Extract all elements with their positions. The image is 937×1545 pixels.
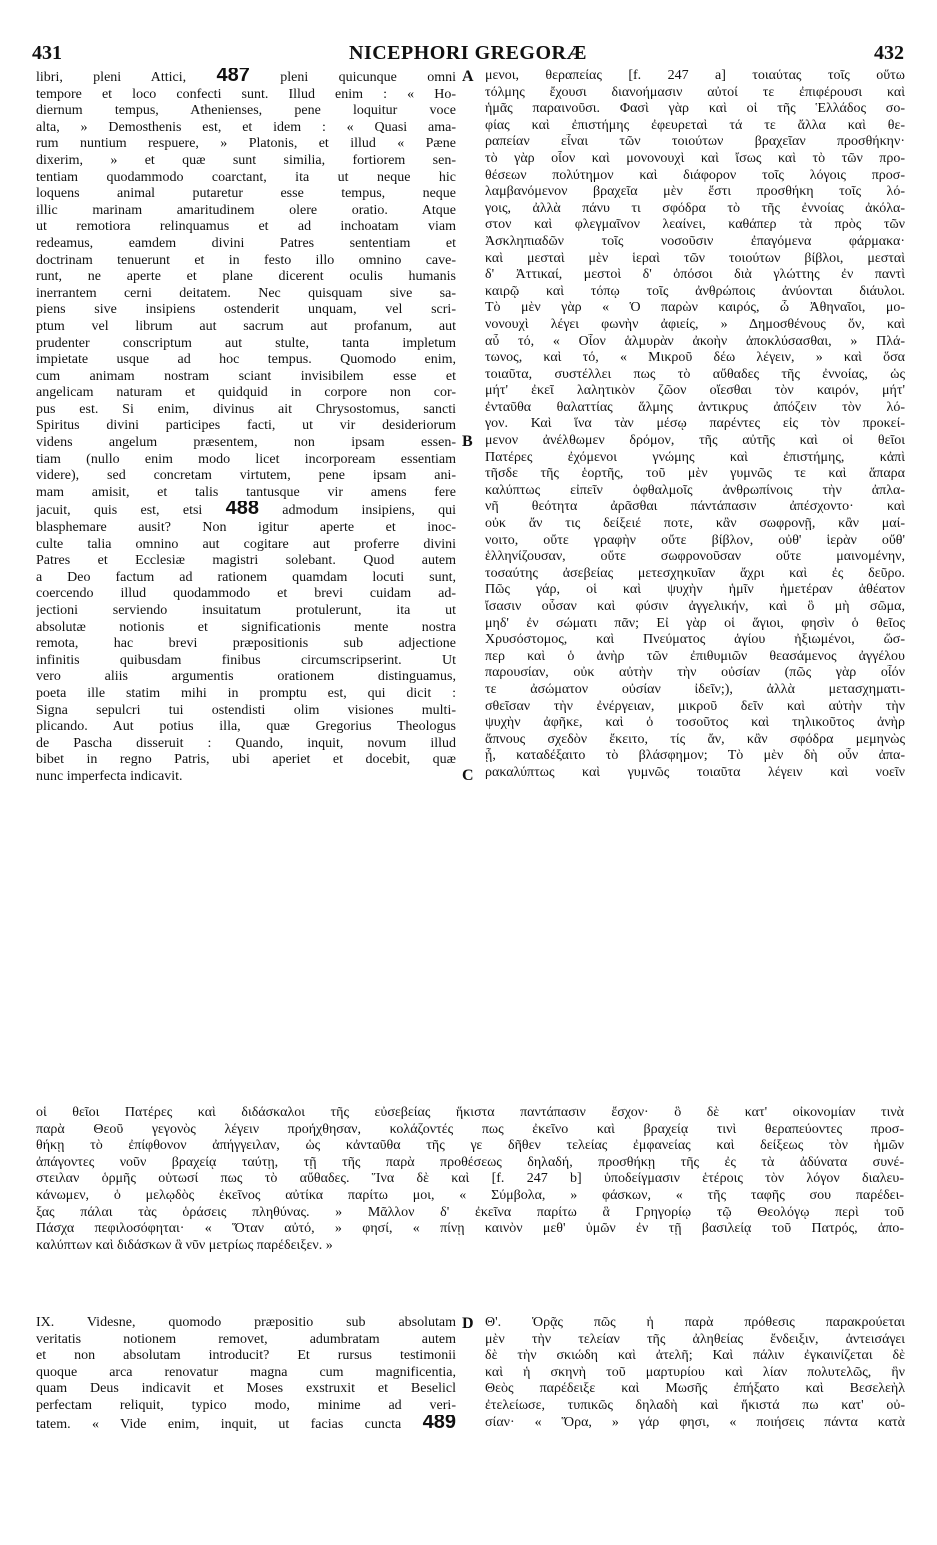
text-line: angelicam naturam et quidquid in corpore non cor- bbox=[36, 385, 456, 401]
text-line: quoque arca renovatur magna cum magnificentia, bbox=[36, 1364, 456, 1380]
text-line: καιρῷ καὶ τόπῳ τοῖς ἀνθρώποις ἀνύονται διάυλοι. bbox=[485, 283, 905, 299]
text-line: ptum vel librum aut sacrum aut profanum, aut bbox=[36, 318, 456, 334]
text-line: libri, pleni Attici, 487 pleni quicunque omni bbox=[36, 68, 456, 86]
text-line: nunc imperfecta indicavit. bbox=[36, 768, 183, 784]
text-line: μενον ἀνέλθωμεν δρόμον, τῆς αὐτῆς καὶ οἱ θεῖοι bbox=[485, 433, 905, 449]
text-line: τοιαῦτα, συστέλλει πως τὸ αὔθαδες τῆς ἐννοίας, ὡς bbox=[485, 366, 905, 382]
text-line: ρακαλύπτως καὶ γυμνῶς τοιαῦτα λέγειν καὶ νοεῖν bbox=[485, 764, 905, 780]
text-line: ἑλληνίζουσαν, οὔτε σωφρονοῦσαν οὔτε μαινομένην, bbox=[485, 549, 905, 565]
text-line: ἐτελείωσε, τυπικῶς δηλαδὴ καὶ ἥκιστά πω κατ' οὐ- bbox=[485, 1397, 905, 1413]
text-line: tentiam quodammodo coarctant, ita ut neque hic bbox=[36, 169, 456, 185]
text-line: φίας καὶ ἐπιστήμης ἐφευρεταὶ τά τε ἄλλα καὶ θε- bbox=[485, 117, 905, 133]
text-line: οἱ θεῖοι Πατέρες καὶ διδάσκαλοι τῆς εὐσεβείας ἥκιστα παντάπασιν ἔσχον· ὃ δὲ κατ' οἰκονομίαν τινὰ bbox=[36, 1105, 904, 1120]
text-line: cum animam nostram sciant invisibilem esse et bbox=[36, 368, 456, 384]
margin-letter-d: D bbox=[462, 1315, 474, 1332]
text-line: καλύπτως εἰπεῖν ὀφθαλμοῖς ἀνθρωπίνοις τὴν ἀπλα- bbox=[485, 482, 905, 498]
text-line: σθεῖσαν τὴν ἐνέργειαν, μικροῦ δεῖν καὶ αὐτὴν τὴν bbox=[485, 698, 905, 714]
text-line: mam amisit, et talis tantusque vir amens fere bbox=[36, 484, 456, 500]
text-line: doctrinam tenuerunt et in festo illo omnino cave- bbox=[36, 252, 456, 268]
text-line: Spiritus divini participes facti, ut vir desideriorum bbox=[36, 418, 456, 434]
text-line: νοιτο, οὔτε γραφὴν οὔτε βίβλον, οὐθ' ἱερὰν οὔθ' bbox=[485, 532, 905, 548]
text-line: remota, hac brevi præpositionis sub adjectione bbox=[36, 636, 456, 652]
text-line: Θεὸς παρέδειξε καὶ Μωσῆς ἐπήξατο καὶ Βεσελεὴλ bbox=[485, 1381, 905, 1397]
text-line: pus est. Si enim, divinus ait Chrysostomus, sancti bbox=[36, 401, 456, 417]
text-line: τόλμης ἔχουσι διανοήμασιν αὐτοί τε ἐπιφέρουσι καὶ bbox=[485, 84, 905, 100]
text-line: Πάσχα πεφιλοσόφηται· « Ὅταν αὐτό, » φησί, « πίνῃ καινὸν μεθ' ὑμῶν ἐν τῇ βασιλείᾳ τοῦ Πατρός, ἀπο- bbox=[36, 1221, 904, 1237]
text-line: culte talia omnino aut cogitare aut proferre divini bbox=[36, 536, 456, 552]
text-line: ψυχὴν ἀφῆκε, καὶ ὁ τοσοῦτος καὶ τηλικοῦτος ἀνὴρ bbox=[485, 715, 905, 731]
latin-column-top bbox=[36, 68, 456, 786]
page-header bbox=[32, 42, 904, 68]
text-line: Patres et Ecclesiæ magistri solebant. Quod autem bbox=[36, 553, 456, 569]
marginal-number: 488 bbox=[225, 501, 259, 520]
text-line: ραπείαν εἶναι τῶν τοιούτων βραχεῖαν προσθήκην· bbox=[485, 134, 905, 150]
greek-column-bottom bbox=[485, 1315, 905, 1431]
text-line: θέσεων πολύτημον καὶ διάφορον τοῖς λόγοις προσ- bbox=[485, 167, 905, 183]
text-line: καλύπτων καὶ διδάσκων ἃ νῦν μετρίως παρέδειξεν. » bbox=[36, 1237, 333, 1253]
text-line: ᾖ, καταδέξαιτο τὸ βλάσφημον; Τὸ μὲν δὴ οὖν ἀπα- bbox=[485, 748, 905, 764]
text-line: παρουσίαν, οὐκ αὐτὴν τὴν οὐσίαν (πῶς γὰρ οἷόν bbox=[485, 665, 905, 681]
text-line: tatem. « Vide enim, inquit, ut facias cuncta 489 bbox=[36, 1414, 456, 1433]
text-line: τε ἀσώματον οὐσίαν ἰδεῖν;), ἀλλὰ μετασχηματι- bbox=[485, 681, 905, 697]
text-line: μὲν τὴν τελείαν τῆς ἀληθείας ἔνδειξιν, ἀντεισάγει bbox=[485, 1331, 905, 1347]
text-line: perfectam reliquit, typico modo, minime ad veri- bbox=[36, 1397, 456, 1413]
page-number-right: 432 bbox=[874, 42, 904, 64]
text-line: κάνωμεν, ὁ μελῳδὸς ἐκεῖνος αὐτίκα παρίτω μοι, « Σύμβολα, » φάσκων, « τῆς ταφῆς σου παρέδει- bbox=[36, 1187, 904, 1203]
text-line: Πῶς γάρ, οἱ καὶ ψυχὴν ἡμῖν ἡμετέραν ἀθέατον bbox=[485, 582, 905, 598]
page-number-left: 431 bbox=[32, 42, 62, 64]
text-line: alta, » Demosthenis est, et idem : « Quasi ama- bbox=[36, 119, 456, 135]
text-line: ἴσασιν οὖσαν καὶ φύσιν ἀγγελικήν, καὶ ὃ μὴ σῶμα, bbox=[485, 599, 905, 614]
text-line: σίαν· « Ὅρα, » γάρ φησι, « ποιήσεις πάντα κατὰ bbox=[485, 1414, 905, 1430]
text-line: piens sive insipiens ostenderit unquam, vel scri- bbox=[36, 302, 456, 318]
text-line: λαμβανόμενον βραχεῖα μὲν ἔστι προσθήκη τοῖς λό- bbox=[485, 184, 905, 200]
text-line: diernum tempus, Athenienses, pene loquitur voce bbox=[36, 103, 456, 119]
text-line: ἀπάγοντες νοῦν βραχείᾳ ταύτῃ, τῇ τῆς παρὰ προθέσεως δηλαδή, προσθήκῃ τῆς ἐς τὰ ἀδύνατα συνέ- bbox=[36, 1154, 904, 1170]
text-line: ἄπνους σχεδὸν ἔκειτο, τίς ἄν, κἂν σφόδρα μεμηνὼς bbox=[485, 731, 905, 747]
text-line: ξας πάλαι τὰς ὁράσεις πληθύνας. » Μᾶλλον δ' ἐκεῖνα παρίτω ἃ Γρηγορίῳ τῷ Θεολόγῳ περὶ τοῦ bbox=[36, 1204, 904, 1220]
text-line: καὶ μεσταὶ μὲν ἱεραὶ τῶν τοιούτων βίβλοι, μεσταὶ bbox=[485, 250, 905, 266]
text-line: vero aliis argumentis orationem distinguamus, bbox=[36, 669, 456, 685]
text-line: jectioni serviendo insuitatum protulerunt, ita ut bbox=[36, 603, 456, 618]
text-line: inerrantem cerni deitatem. Nec quisquam sive sa- bbox=[36, 285, 456, 301]
greek-full-width-block bbox=[36, 1105, 904, 1254]
text-line: τωνος, καὶ τό, « Μικροῦ δέω λέγειν, » καὶ ὅσα bbox=[485, 350, 905, 366]
text-line: νονουχὶ λέγει φωνὴν ἀφιείς, » Δημοσθένους ὄν, καὶ bbox=[485, 316, 905, 332]
text-line: veritatis notionem removet, adumbratam autem bbox=[36, 1331, 456, 1347]
text-line: Πατέρες ἐχόμενοι γνώμης καὶ ἐπιστήμης, κἀπὶ bbox=[485, 449, 905, 465]
text-line: impietate usque ad hoc tempus. Quomodo enim, bbox=[36, 352, 456, 368]
text-line: Ἀσκληπιαδῶν τοῖς νοσοῦσιν ἐπαγόμενα φάρμακα· bbox=[485, 233, 905, 249]
text-line: τῆσδε τῆς ἑορτῆς, τοῦ μὲν γυμνῶς τε καὶ ἅπαρα bbox=[485, 466, 905, 482]
text-line: coercendo illud quodammodo et brevi cuidam ad- bbox=[36, 586, 456, 602]
text-line: δὲ τὴν σκιώδη καὶ ἀτελῆ; Καὶ πάλιν ἐγκαινίζεται δὲ bbox=[485, 1348, 905, 1364]
text-line: νῆ θεότητα ἀρᾶσθαι πάντάπασιν ἀπέσχοντο· καὶ bbox=[485, 499, 905, 515]
text-line: blasphemare ausit? Non igitur aperte et inoc- bbox=[36, 520, 456, 536]
text-line: redeamus, eamdem divini Patres sententiam et bbox=[36, 235, 456, 251]
text-line: a Deo factum ad rationem quamdam locuti sunt, bbox=[36, 569, 456, 585]
text-line: Χρυσόστομος, καὶ Πνεύματος ἁγίου ἠξιωμένοι, ὥσ- bbox=[485, 632, 905, 648]
latin-column-bottom bbox=[36, 1315, 456, 1433]
text-line: ἡμᾶς παραινοῦσι. Φασὶ γὰρ καὶ οἱ τῆς Ἑλλάδος σο- bbox=[485, 101, 905, 117]
text-line: prudenter conscriptum aut stulte, tanta impletum bbox=[36, 335, 456, 351]
text-line: τοσαύτης ἀσεβείας μετεσχηκυῖαν ἄχρι καὶ ἐς δεῦρο. bbox=[485, 565, 905, 581]
text-line: bibet in regno Patris, ubi aperiet et docebit, quæ bbox=[36, 752, 456, 768]
text-line: τὸ γὰρ οἷον καὶ μονονουχὶ καὶ ἴσως καὶ τὸ τῶν προ- bbox=[485, 150, 905, 166]
text-line: de Pascha disseruit : Quando, inquit, novum illud bbox=[36, 735, 456, 751]
margin-letter-c: C bbox=[462, 767, 474, 784]
text-line: jacuit, quis est, etsi 488 admodum insipiens, qui bbox=[36, 501, 456, 520]
text-line: IX. Videsne, quomodo præpositio sub absolutam bbox=[36, 1315, 456, 1330]
text-line: rum nuntium respuere, » Platonis, et illud « Pæne bbox=[36, 136, 456, 152]
text-line: γον. Καὶ ἵνα τὰν μέσῳ παρέντες εἰς τὸν προκεί- bbox=[485, 416, 905, 432]
text-line: loquens animal putaretur esse tempus, neque bbox=[36, 186, 456, 202]
marginal-number: 487 bbox=[216, 68, 250, 86]
text-line: ἐνταῦθα θαλαττίας ἅλμης ἀντικρυς ἀπόζειν τὸν λό- bbox=[485, 399, 905, 415]
text-line: οὐκ ἄν τις δείξειέ ποτε, κἂν σωφρονῇ, κἂν μαί- bbox=[485, 516, 905, 532]
text-line: videre), sed concretam virtutem, pene ipsam ani- bbox=[36, 468, 456, 484]
text-line: runt, ne aperte et plane dicerent oculis humanis bbox=[36, 269, 456, 285]
marginal-number: 489 bbox=[422, 1414, 456, 1433]
text-line: θήκῃ τὸ ἐπίφθονον ἀπήγγειλαν, ὡς κἀνταῦθα τῆς γε δῆθεν τελείας ἐμφανείας καὶ δείξεως τὸν ἡμῶν bbox=[36, 1138, 904, 1154]
text-line: videns angelum præsentem, non ipsam essen- bbox=[36, 435, 456, 451]
text-line: παρὰ Θεοῦ γεγονὸς λέγειν προήχθησαν, κολάζοντές πως ἐκεῖνο καὶ βραχείᾳ τινὶ θεραπεύοντες προσ- bbox=[36, 1121, 904, 1137]
text-line: tempore et loco confecti sunt. Illud enim : « Ho- bbox=[36, 86, 456, 102]
text-line: illic marinam amaritudinem olere oratio. Atque bbox=[36, 202, 456, 218]
text-line: Τὸ μὲν γὰρ « Ὁ παρὼν καιρός, ὦ Ἀθηναῖοι, μο- bbox=[485, 300, 905, 316]
text-line: καὶ ἡ σκηνὴ τοῦ μαρτυρίου καὶ λίαν πολυτελῶς, ἣν bbox=[485, 1364, 905, 1380]
text-line: στον καὶ φλεγμαῖνον λεαίνει, καθάπερ τὰ πρὸς τῶν bbox=[485, 217, 905, 233]
margin-letter-b: B bbox=[462, 433, 473, 450]
text-line: γοις, ἀλλὰ πάνυ τι σφόδρα τὸ τῆς ἐννοίας ἀκόλα- bbox=[485, 200, 905, 216]
text-line: περ καὶ ὁ ἀνὴρ τῶν ἐπιθυμιῶν θεασάμενος ἀγγέλου bbox=[485, 648, 905, 664]
greek-column-top bbox=[485, 68, 905, 782]
text-line: μήτ' ἐκεῖ λαλητικὸν ζῶον οἴεσθαι τὸν καιρόν, μήτ' bbox=[485, 383, 905, 399]
text-line: μηδ' ἐν σώματι πᾶν; Εἰ γὰρ οἱ ἅγιοι, φησὶν ὁ θεῖος bbox=[485, 615, 905, 631]
text-line: αὖ τό, « Οἷον ἁλμυρὰν ἀκοὴν ἀποκλύσασθαι, » Πλά- bbox=[485, 333, 905, 349]
text-line: poeta ille statim mihi in promptu est, qui dicit : bbox=[36, 685, 456, 701]
text-line: Signa sepulcri tui ostendisti olim visiones multi- bbox=[36, 702, 456, 718]
text-line: et non absolutam introducit? Et rursus testimonii bbox=[36, 1348, 456, 1364]
text-line: μενοι, θεραπείας [f. 247 a] τοιαύτας τοῖς οὕτω bbox=[485, 68, 905, 83]
text-line: infinitis quibusdam finibus circumscripserint. Ut bbox=[36, 652, 456, 668]
text-line: ut remotiora relinquamus et ad inchoatam viam bbox=[36, 219, 456, 235]
margin-letter-a: A bbox=[462, 68, 474, 85]
text-line: absolutæ notionis et significationis mente nostra bbox=[36, 619, 456, 635]
running-title: NICEPHORI GREGORÆ bbox=[349, 42, 587, 64]
text-line: Θ'. Ὁρᾷς πῶς ἡ παρὰ πρόθεσις παρακρούεται bbox=[485, 1315, 905, 1330]
text-line: στειλαν ὁρμῆς οὑτωσί πως τὸ αὔθαδες. Ἵνα δὲ καὶ [f. 247 b] ὑποδείγμασιν ἑτέροις τὸν λόγον διαλευ- bbox=[36, 1171, 904, 1187]
text-line: dixerim, » et quæ sunt similia, fortiorem sen- bbox=[36, 152, 456, 168]
text-line: quam Deus indicavit et Moses exstruxit et Beselicl bbox=[36, 1381, 456, 1397]
text-line: plicando. Aut potius illa, quæ Gregorius Theologus bbox=[36, 719, 456, 735]
text-line: tiam (nullo enim modo licet incorpoream essentiam bbox=[36, 451, 456, 467]
text-line: δ' Ἀττικαί, μεστοὶ δ' ὁπόσοι διὰ γλώττης ἐν παντὶ bbox=[485, 267, 905, 283]
